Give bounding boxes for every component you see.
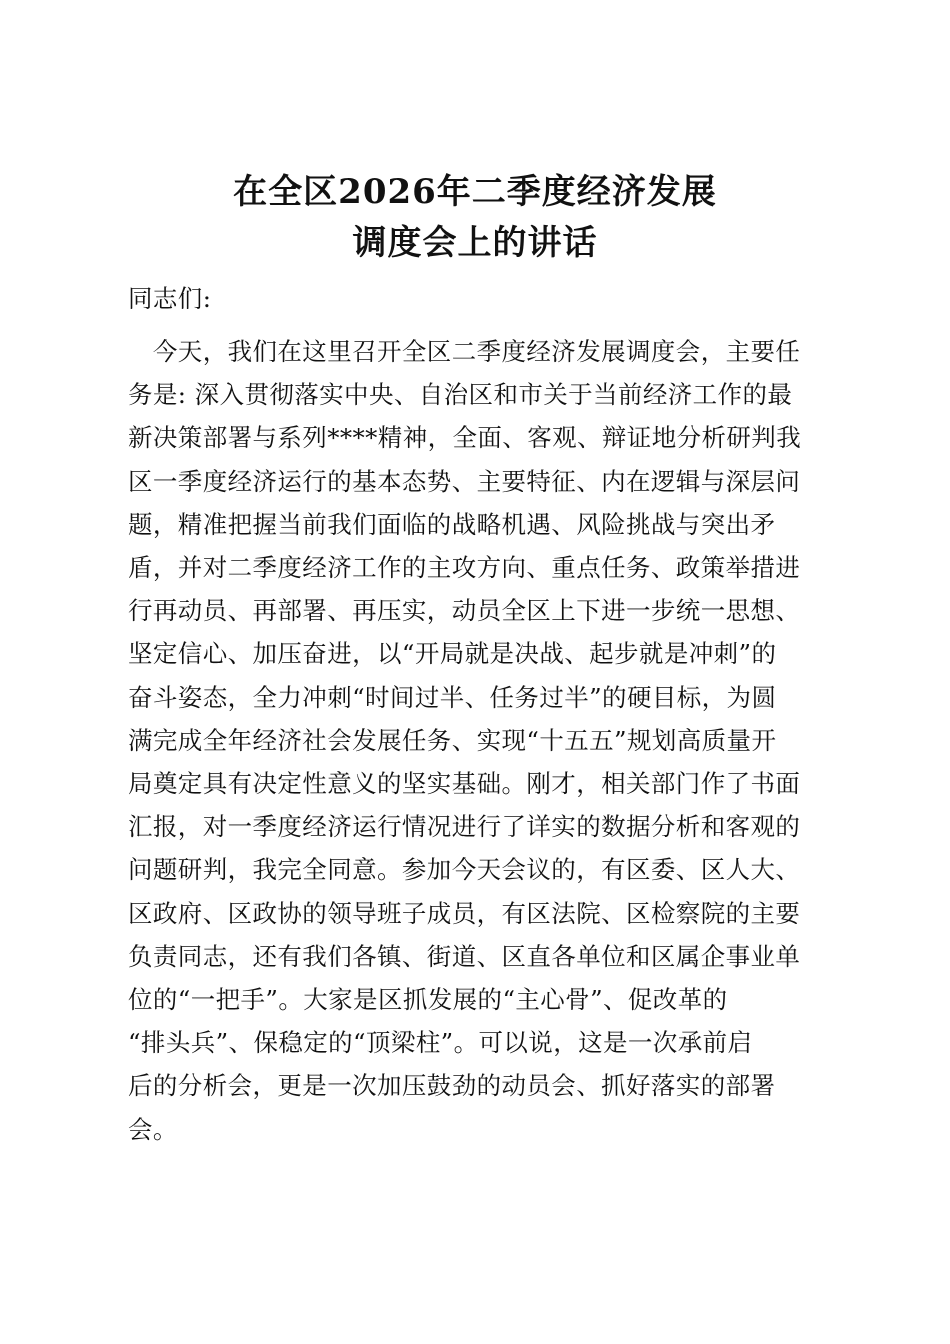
body-line: 负责同志，还有我们各镇、街道、区直各单位和区属企事业单 <box>128 942 801 971</box>
body-line: 区一季度经济运行的基本态势、主要特征、内在逻辑与深层问 <box>128 467 801 496</box>
body-line: 问题研判，我完全同意。参加今天会议的，有区委、区人大、 <box>128 855 801 884</box>
body-line: 盾，并对二季度经济工作的主攻方向、重点任务、政策举措进 <box>128 553 801 582</box>
body-line: 区政府、区政协的领导班子成员，有区法院、区检察院的主要 <box>128 899 801 928</box>
body-line: 今天，我们在这里召开全区二季度经济发展调度会，主要任 <box>128 337 801 366</box>
body-line: 务是: 深入贯彻落实中央、自治区和市关于当前经济工作的最 <box>128 380 793 409</box>
body-line: “排头兵”、保稳定的“顶梁柱”。可以说，这是一次承前启 <box>128 1028 753 1057</box>
body-line: 后的分析会，更是一次加压鼓劲的动员会、抓好落实的部署 <box>128 1071 776 1100</box>
body-line: 题，精准把握当前我们面临的战略机遇、风险挑战与突出矛 <box>128 510 776 539</box>
body-line: 奋斗姿态，全力冲刺“时间过半、任务过半”的硬目标，为圆 <box>128 683 777 712</box>
body-line: 坚定信心、加压奋进，以“开局就是决战、起步就是冲刺”的 <box>128 639 777 668</box>
salutation: 同志们: <box>128 284 212 313</box>
body-line: 位的“一把手”。大家是区抓发展的“主心骨”、促改革的 <box>128 985 728 1014</box>
body-line: 满完成全年经济社会发展任务、实现“十五五”规划高质量开 <box>128 726 777 755</box>
document-title-line-2: 调度会上的讲话 <box>352 223 598 263</box>
body-line: 行再动员、再部署、再压实，动员全区上下进一步统一思想、 <box>128 596 801 625</box>
document-title-line-1: 在全区2026年二季度经济发展 <box>233 172 717 212</box>
body-line: 新决策部署与系列****精神，全面、客观、辩证地分析研判我 <box>128 423 802 452</box>
body-line: 汇报，对一季度经济运行情况进行了详实的数据分析和客观的 <box>128 812 801 841</box>
body-line: 会。 <box>128 1115 178 1144</box>
body-line: 局奠定具有决定性意义的坚实基础。刚才，相关部门作了书面 <box>128 769 801 798</box>
